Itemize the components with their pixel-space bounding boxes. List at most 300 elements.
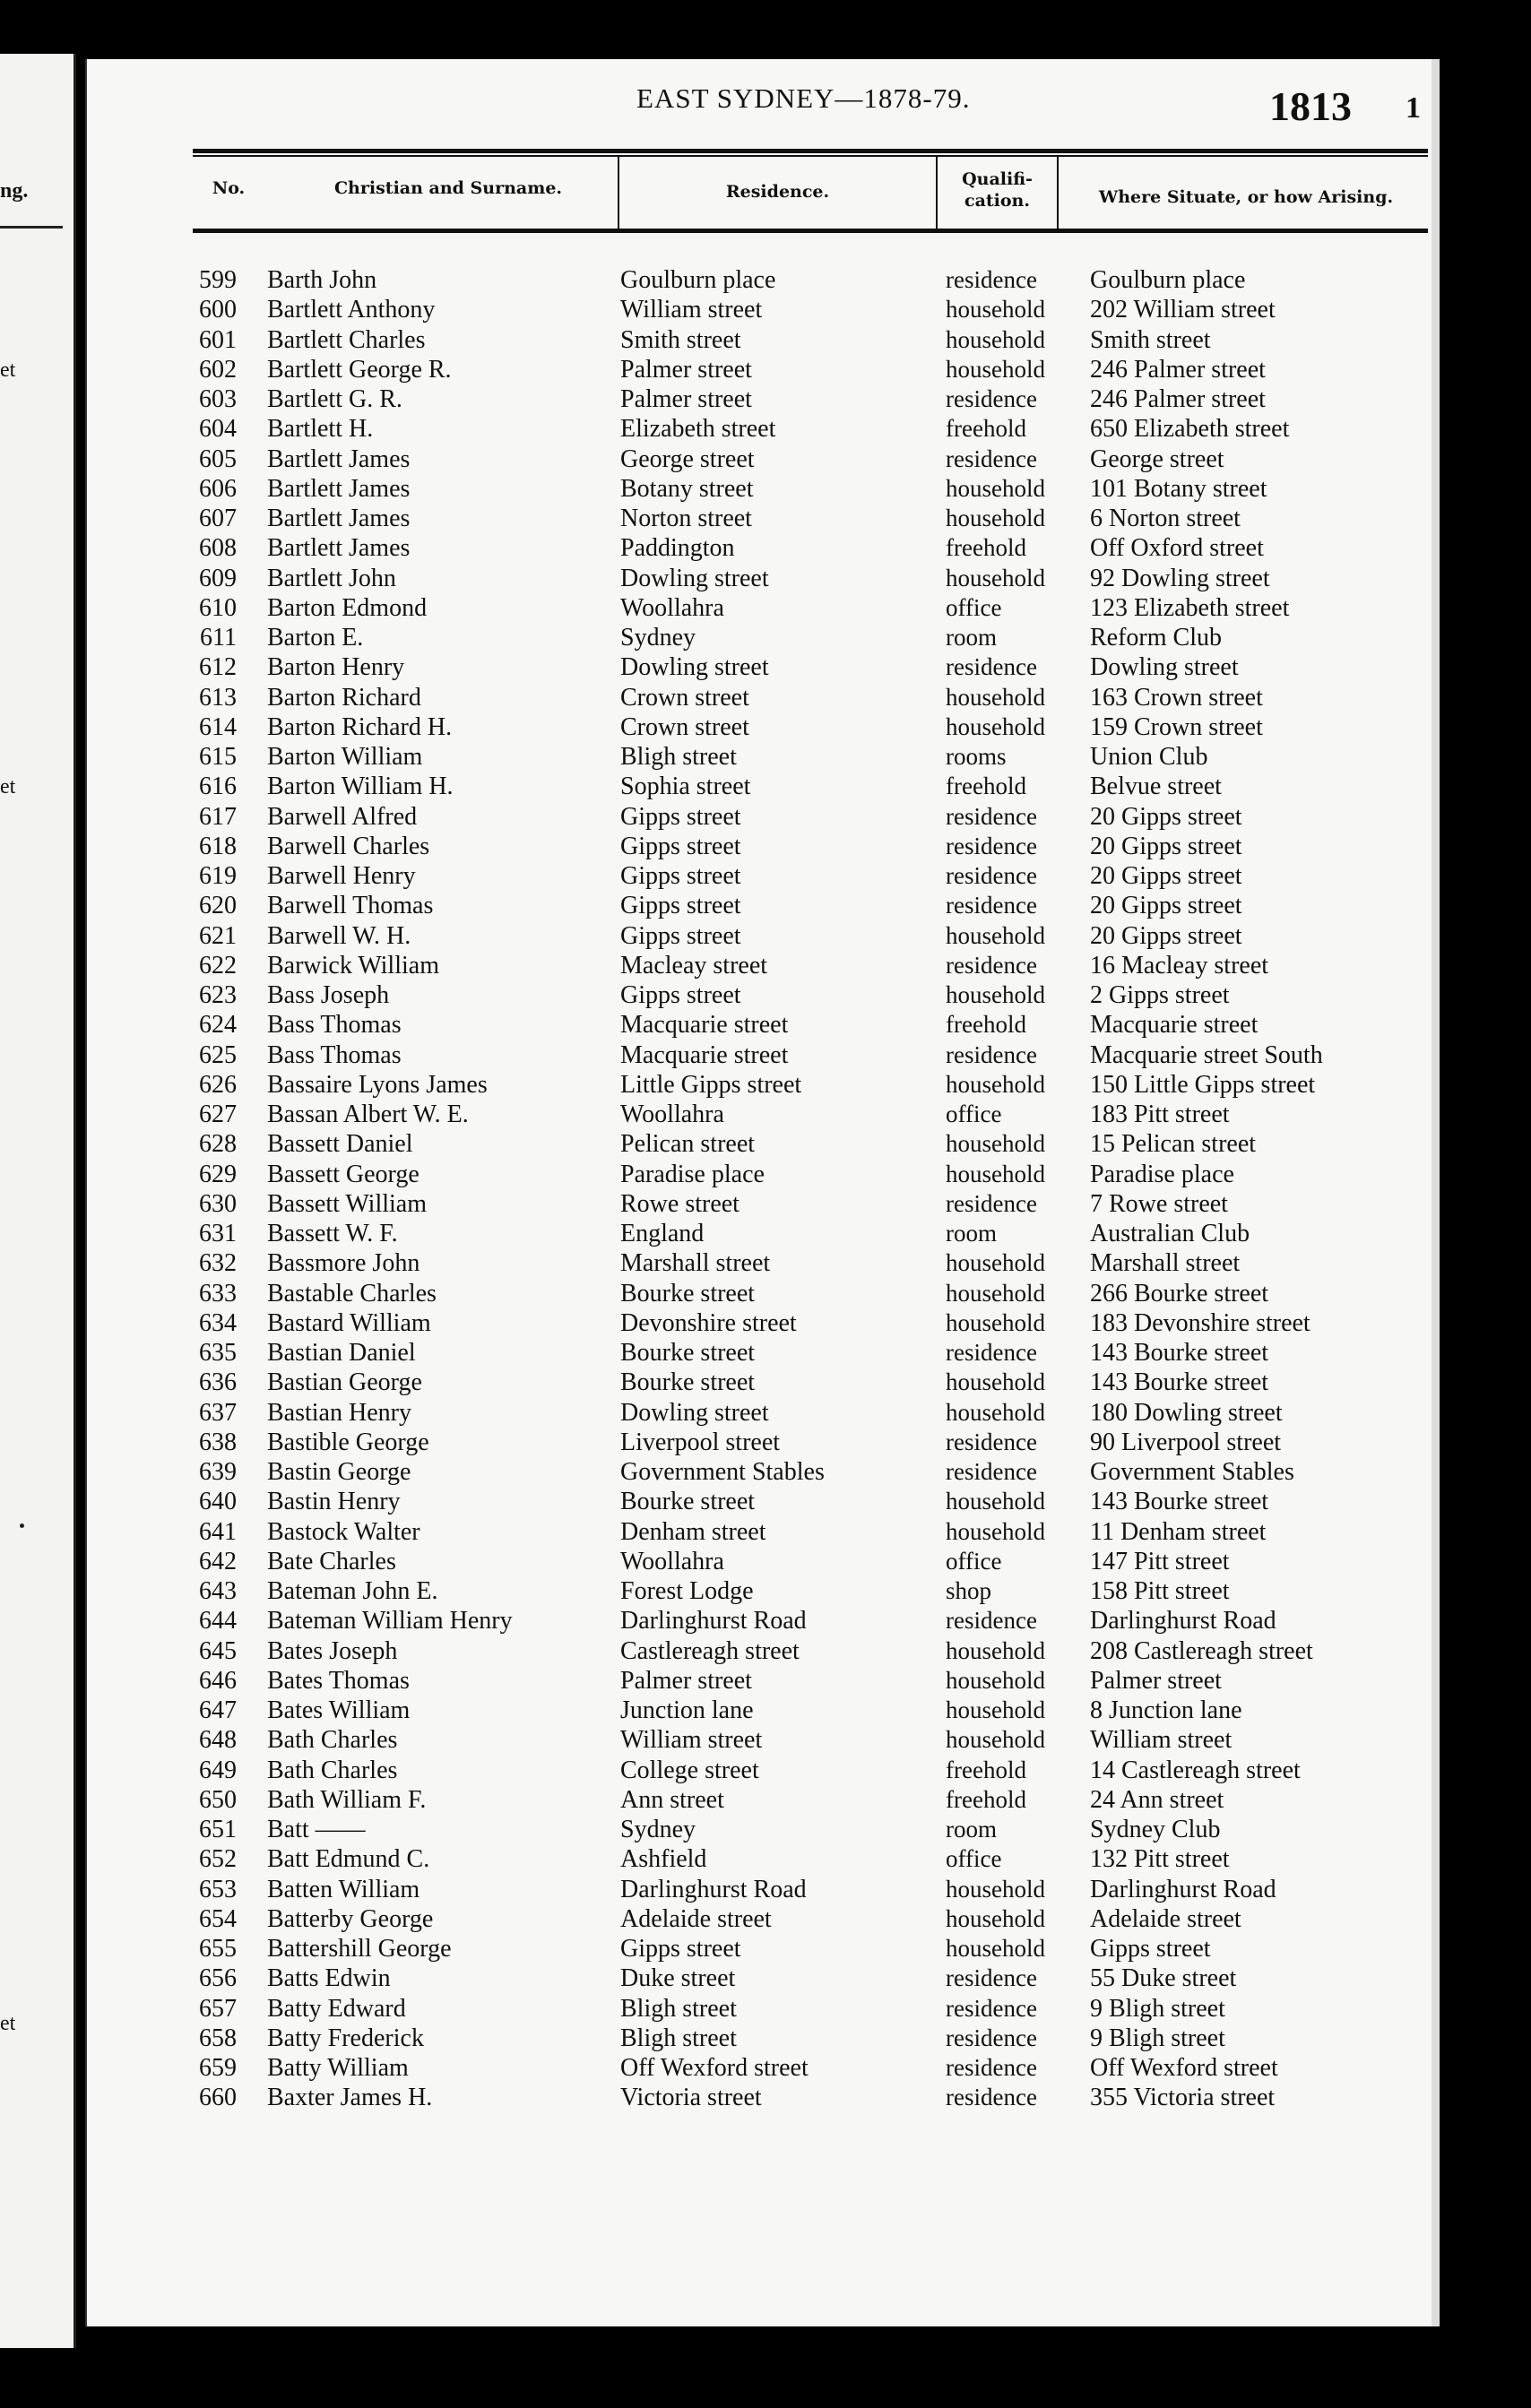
table-row <box>0 712 1434 742</box>
entry-number: 625 <box>199 1041 237 1069</box>
entry-residence: Crown street <box>620 684 749 712</box>
page-number: 1813 <box>1269 83 1352 129</box>
entry-number: 643 <box>199 1577 237 1605</box>
entry-name: Batty Edward <box>267 1995 406 2023</box>
entry-residence: Crown street <box>620 713 749 741</box>
entry-where-situate: Sydney Club <box>1090 1816 1221 1843</box>
entry-where-situate: 7 Rowe street <box>1090 1190 1228 1218</box>
entry-number: 657 <box>199 1995 237 2023</box>
column-header-no: No. <box>212 178 246 198</box>
entry-qualification: residence <box>946 2054 1037 2081</box>
left-page-fragment: et <box>0 2012 16 2035</box>
entry-where-situate: 20 Gipps street <box>1090 862 1242 890</box>
entry-where-situate: William street <box>1090 1726 1233 1754</box>
table-row <box>0 1994 1434 2024</box>
entry-residence: Bligh street <box>620 743 737 771</box>
entry-qualification: freehold <box>946 415 1026 442</box>
entry-residence: Liverpool street <box>620 1428 781 1456</box>
entry-number: 626 <box>199 1071 237 1099</box>
table-row <box>0 1308 1434 1338</box>
entry-where-situate: Government Stables <box>1090 1458 1294 1486</box>
entry-residence: Palmer street <box>620 1667 752 1695</box>
table-row <box>0 1100 1434 1129</box>
entry-where-situate: 208 Castlereagh street <box>1090 1637 1313 1665</box>
entry-qualification: room <box>946 1220 997 1247</box>
entry-name: Bass Joseph <box>267 981 390 1009</box>
table-row <box>0 2024 1434 2053</box>
entry-name: Bartlett James <box>267 505 411 532</box>
table-row <box>0 1487 1434 1516</box>
left-page-rule <box>0 226 63 229</box>
entry-where-situate: Darlinghurst Road <box>1090 1876 1276 1903</box>
entry-where-situate: 246 Palmer street <box>1090 356 1266 384</box>
entry-residence: Pelican street <box>620 1130 756 1158</box>
entry-qualification: office <box>946 1548 1002 1575</box>
entry-where-situate: 15 Pelican street <box>1090 1130 1257 1158</box>
entry-qualification: household <box>946 1667 1045 1694</box>
entry-number: 640 <box>199 1488 237 1515</box>
entry-where-situate: 101 Botany street <box>1090 475 1267 503</box>
entry-name: Battershill George <box>267 1935 452 1963</box>
entry-name: Bate Charles <box>267 1548 396 1575</box>
entry-residence: Junction lane <box>620 1696 754 1724</box>
entry-number: 653 <box>199 1876 237 1903</box>
entry-number: 658 <box>199 2024 237 2052</box>
entry-number: 600 <box>199 296 237 324</box>
entry-number: 609 <box>199 565 237 592</box>
entry-residence: William street <box>620 1726 763 1754</box>
entry-number: 628 <box>199 1130 237 1158</box>
entry-residence: Woollahra <box>620 1548 724 1575</box>
table-row <box>0 1398 1434 1428</box>
entry-qualification: residence <box>946 892 1037 919</box>
entry-where-situate: 163 Crown street <box>1090 684 1263 712</box>
entry-qualification: shop <box>946 1577 992 1604</box>
entry-where-situate: 132 Pitt street <box>1090 1845 1230 1873</box>
table-row <box>0 1875 1434 1904</box>
entry-number: 636 <box>199 1368 237 1396</box>
entry-name: Batterby George <box>267 1905 434 1933</box>
entry-qualification: office <box>946 1845 1002 1872</box>
entry-where-situate: 123 Elizabeth street <box>1090 594 1290 622</box>
entry-where-situate: 14 Castlereagh street <box>1090 1756 1301 1784</box>
entry-number: 639 <box>199 1458 237 1486</box>
entry-qualification: room <box>946 624 997 651</box>
entry-name: Bates Thomas <box>267 1667 410 1695</box>
table-row <box>0 802 1434 832</box>
entry-where-situate: 92 Dowling street <box>1090 565 1270 592</box>
entry-residence: Gipps street <box>620 981 741 1009</box>
entry-residence: Bourke street <box>620 1280 756 1308</box>
entry-number: 604 <box>199 415 237 443</box>
entry-residence: Bourke street <box>620 1488 756 1515</box>
entry-where-situate: Australian Club <box>1090 1220 1250 1247</box>
entry-qualification: residence <box>946 862 1037 889</box>
entry-name: Barton William <box>267 743 423 771</box>
entry-number: 620 <box>199 892 237 919</box>
entry-name: Barwell Thomas <box>267 892 434 919</box>
entry-residence: Bourke street <box>620 1339 756 1367</box>
entry-where-situate: Smith street <box>1090 326 1211 354</box>
entry-where-situate: 9 Bligh street <box>1090 2024 1225 2052</box>
entry-residence: England <box>620 1220 705 1247</box>
entry-where-situate: Adelaide street <box>1090 1905 1241 1933</box>
entry-where-situate: 90 Liverpool street <box>1090 1428 1282 1456</box>
entry-qualification: rooms <box>946 743 1007 770</box>
entry-residence: Paradise place <box>620 1161 765 1188</box>
entry-residence: Adelaide street <box>620 1905 772 1933</box>
entry-residence: Elizabeth street <box>620 415 776 443</box>
entry-residence: William street <box>620 296 763 324</box>
entry-where-situate: 159 Crown street <box>1090 713 1263 741</box>
entry-qualification: household <box>946 1280 1045 1307</box>
entry-name: Bassmore John <box>267 1249 420 1277</box>
entry-name: Bastian Henry <box>267 1399 411 1427</box>
entry-residence: Dowling street <box>620 653 769 681</box>
entry-name: Bassan Albert W. E. <box>267 1100 469 1128</box>
table-row <box>0 2083 1434 2112</box>
entry-number: 630 <box>199 1190 237 1218</box>
table-row <box>0 772 1434 801</box>
entry-qualification: residence <box>946 833 1037 859</box>
entry-qualification: residence <box>946 1428 1037 1455</box>
entry-number: 618 <box>199 833 237 860</box>
entry-number: 646 <box>199 1667 237 1695</box>
table-row <box>0 1547 1434 1576</box>
entry-where-situate: Belvue street <box>1090 772 1222 800</box>
entry-where-situate: Gipps street <box>1090 1935 1211 1963</box>
entry-name: Batty Frederick <box>267 2024 424 2052</box>
entry-where-situate: George street <box>1090 445 1224 473</box>
entry-where-situate: 6 Norton street <box>1090 505 1241 532</box>
entry-number: 607 <box>199 505 237 532</box>
entry-residence: Sophia street <box>620 772 751 800</box>
table-row <box>0 1606 1434 1636</box>
entry-where-situate: Paradise place <box>1090 1161 1234 1188</box>
entry-where-situate: Macquarie street South <box>1090 1041 1323 1069</box>
entry-residence: Dowling street <box>620 1399 769 1427</box>
entry-qualification: residence <box>946 1458 1037 1485</box>
entry-residence: Darlinghurst Road <box>620 1876 807 1903</box>
table-row <box>0 1368 1434 1397</box>
entry-residence: George street <box>620 445 755 473</box>
column-header-residence: Residence. <box>725 182 830 202</box>
table-row <box>0 474 1434 504</box>
entry-name: Barton Richard <box>267 684 421 712</box>
entry-residence: Gipps street <box>620 862 741 890</box>
entry-name: Batten William <box>267 1876 420 1903</box>
entry-name: Bartlett George R. <box>267 356 452 384</box>
entry-number: 656 <box>199 1964 237 1992</box>
entry-name: Bass Thomas <box>267 1041 402 1069</box>
entry-number: 638 <box>199 1428 237 1456</box>
entry-residence: Darlinghurst Road <box>620 1607 807 1635</box>
column-divider <box>618 155 619 229</box>
table-row <box>0 265 1434 295</box>
table-row <box>0 1785 1434 1815</box>
table-row <box>0 891 1434 920</box>
entry-number: 616 <box>199 772 237 800</box>
entry-name: Barwell Alfred <box>267 803 418 831</box>
entry-where-situate: 202 William street <box>1090 296 1276 324</box>
entry-number: 644 <box>199 1607 237 1635</box>
entry-name: Batt —— <box>267 1816 366 1843</box>
left-page-fragment: ng. <box>0 179 29 203</box>
entry-qualification: freehold <box>946 534 1026 561</box>
table-top-rule-inner <box>193 155 1428 157</box>
entry-number: 647 <box>199 1696 237 1724</box>
entry-where-situate: 11 Denham street <box>1090 1518 1267 1546</box>
entry-where-situate: Off Wexford street <box>1090 2054 1278 2082</box>
column-header-where: Where Situate, or how Arising. <box>1098 187 1394 207</box>
entry-name: Barwell Henry <box>267 862 416 890</box>
entry-residence: Bligh street <box>620 1995 737 2023</box>
table-row <box>0 921 1434 951</box>
entry-number: 659 <box>199 2054 237 2082</box>
entry-qualification: residence <box>946 1995 1037 2022</box>
entry-residence: Palmer street <box>620 385 752 413</box>
entry-where-situate: 24 Ann street <box>1090 1786 1224 1814</box>
entry-qualification: household <box>946 1309 1045 1336</box>
entry-qualification: household <box>946 713 1045 740</box>
entry-residence: Ann street <box>620 1786 724 1814</box>
entry-qualification: household <box>946 684 1045 711</box>
entry-name: Bassett Daniel <box>267 1130 413 1158</box>
table-row <box>0 1964 1434 1993</box>
table-header-rule <box>193 229 1428 233</box>
entry-number: 648 <box>199 1726 237 1754</box>
entry-name: Baxter James H. <box>267 2084 433 2111</box>
entry-qualification: household <box>946 1368 1045 1395</box>
entry-number: 610 <box>199 594 237 622</box>
entry-number: 602 <box>199 356 237 384</box>
column-divider <box>1057 155 1059 229</box>
entry-name: Bateman John E. <box>267 1577 438 1605</box>
entry-number: 615 <box>199 743 237 771</box>
entry-residence: Gipps street <box>620 892 741 919</box>
table-row <box>0 1040 1434 1070</box>
entry-residence: Macquarie street <box>620 1041 789 1069</box>
entry-number: 623 <box>199 981 237 1009</box>
entry-number: 635 <box>199 1339 237 1367</box>
entry-qualification: household <box>946 1637 1045 1664</box>
entry-name: Bastin George <box>267 1458 411 1486</box>
table-row <box>0 1576 1434 1606</box>
entry-where-situate: 143 Bourke street <box>1090 1488 1269 1515</box>
entry-qualification: household <box>946 1518 1045 1545</box>
entry-name: Batt Edmund C. <box>267 1845 430 1873</box>
entry-qualification: household <box>946 1488 1045 1515</box>
entry-residence: Gipps street <box>620 922 741 950</box>
entry-name: Barwell W. H. <box>267 922 411 950</box>
entry-where-situate: Union Club <box>1090 743 1208 771</box>
entry-qualification: household <box>946 1905 1045 1932</box>
entry-where-situate: 183 Pitt street <box>1090 1100 1230 1128</box>
table-row <box>0 683 1434 712</box>
table-row <box>0 1636 1434 1666</box>
table-row <box>0 1934 1434 1964</box>
entry-name: Batty William <box>267 2054 409 2082</box>
entry-residence: Macleay street <box>620 952 768 980</box>
entry-name: Bath Charles <box>267 1756 398 1784</box>
table-row <box>0 1279 1434 1308</box>
entry-residence: Little Gipps street <box>620 1071 802 1099</box>
entry-qualification: residence <box>946 266 1037 293</box>
entry-where-situate: Reform Club <box>1090 624 1222 652</box>
entry-qualification: residence <box>946 653 1037 680</box>
table-row <box>0 593 1434 623</box>
entry-where-situate: 20 Gipps street <box>1090 892 1242 919</box>
entry-qualification: room <box>946 1816 997 1843</box>
entry-number: 655 <box>199 1935 237 1963</box>
entry-name: Bastin Henry <box>267 1488 401 1515</box>
entry-name: Bassett George <box>267 1161 420 1188</box>
entry-residence: Woollahra <box>620 1100 724 1128</box>
table-row <box>0 1517 1434 1547</box>
entry-where-situate: 20 Gipps street <box>1090 803 1242 831</box>
entry-number: 634 <box>199 1309 237 1337</box>
entry-number: 652 <box>199 1845 237 1873</box>
entry-name: Barth John <box>267 266 377 294</box>
entry-residence: Forest Lodge <box>620 1577 754 1605</box>
entry-qualification: household <box>946 1071 1045 1098</box>
entry-residence: Government Stables <box>620 1458 825 1486</box>
entry-name: Bastian Daniel <box>267 1339 416 1367</box>
table-row <box>0 384 1434 414</box>
page-title: EAST SYDNEY—1878-79. <box>636 82 971 114</box>
table-row <box>0 1189 1434 1219</box>
entry-qualification: office <box>946 594 1002 621</box>
table-row <box>0 1666 1434 1696</box>
entry-number: 613 <box>199 684 237 712</box>
entry-qualification: residence <box>946 445 1037 472</box>
entry-residence: Macquarie street <box>620 1011 789 1039</box>
entry-number: 642 <box>199 1548 237 1575</box>
right-edge-fragment: 1 <box>1406 91 1421 125</box>
entry-qualification: residence <box>946 952 1037 979</box>
entry-number: 606 <box>199 475 237 503</box>
entry-residence: Victoria street <box>620 2084 762 2111</box>
column-header-qualification-line1: Qualifi- <box>962 169 1033 189</box>
entry-number: 654 <box>199 1905 237 1933</box>
entry-number: 660 <box>199 2084 237 2111</box>
entry-qualification: residence <box>946 803 1037 830</box>
entry-name: Bastard William <box>267 1309 431 1337</box>
entry-residence: Norton street <box>620 505 752 532</box>
entry-where-situate: 20 Gipps street <box>1090 922 1242 950</box>
table-row <box>0 504 1434 533</box>
entry-number: 637 <box>199 1399 237 1427</box>
entry-number: 645 <box>199 1637 237 1665</box>
table-row <box>0 861 1434 891</box>
entry-where-situate: Marshall street <box>1090 1249 1241 1277</box>
entry-qualification: office <box>946 1100 1002 1127</box>
entry-qualification: residence <box>946 1964 1037 1991</box>
entry-where-situate: 147 Pitt street <box>1090 1548 1230 1575</box>
entry-name: Batts Edwin <box>267 1964 391 1992</box>
entry-name: Barwick William <box>267 952 439 980</box>
entry-qualification: household <box>946 1161 1045 1187</box>
entry-qualification: residence <box>946 2024 1037 2051</box>
entry-where-situate: 650 Elizabeth street <box>1090 415 1290 443</box>
table-row <box>0 832 1434 861</box>
column-header-qualification-line2: cation. <box>964 191 1030 211</box>
entry-where-situate: 8 Junction lane <box>1090 1696 1242 1724</box>
entry-where-situate: Macquarie street <box>1090 1011 1259 1039</box>
entry-where-situate: 150 Little Gipps street <box>1090 1071 1316 1099</box>
entry-number: 627 <box>199 1100 237 1128</box>
entry-number: 619 <box>199 862 237 890</box>
table-row <box>0 1725 1434 1755</box>
entry-name: Bartlett James <box>267 475 411 503</box>
entry-residence: Smith street <box>620 326 741 354</box>
entry-where-situate: 183 Devonshire street <box>1090 1309 1310 1337</box>
entry-residence: Palmer street <box>620 356 752 384</box>
entry-qualification: household <box>946 296 1045 323</box>
entry-where-situate: 55 Duke street <box>1090 1964 1237 1992</box>
entry-name: Bartlett Charles <box>267 326 426 354</box>
entry-residence: Sydney <box>620 624 696 652</box>
left-page-fragment: et <box>0 358 16 382</box>
entry-number: 649 <box>199 1756 237 1784</box>
table-row <box>0 1338 1434 1368</box>
entry-number: 614 <box>199 713 237 741</box>
entry-residence: Gipps street <box>620 803 741 831</box>
entry-name: Bates William <box>267 1696 411 1724</box>
entry-qualification: household <box>946 1399 1045 1426</box>
entry-number: 650 <box>199 1786 237 1814</box>
entry-qualification: household <box>946 981 1045 1008</box>
entry-qualification: residence <box>946 385 1037 412</box>
entry-name: Bastian George <box>267 1368 422 1396</box>
entry-name: Bastable Charles <box>267 1280 437 1308</box>
table-row <box>0 652 1434 682</box>
entry-where-situate: 9 Bligh street <box>1090 1995 1225 2023</box>
entry-name: Bass Thomas <box>267 1011 402 1039</box>
entry-residence: Dowling street <box>620 565 769 592</box>
table-row <box>0 1457 1434 1487</box>
entry-where-situate: 2 Gipps street <box>1090 981 1230 1009</box>
entry-number: 631 <box>199 1220 237 1247</box>
entry-qualification: household <box>946 1726 1045 1753</box>
table-row <box>0 1844 1434 1874</box>
entry-residence: Duke street <box>620 1964 736 1992</box>
entry-qualification: residence <box>946 1607 1037 1634</box>
entry-where-situate: Goulburn place <box>1090 266 1246 294</box>
entry-residence: Paddington <box>620 534 735 562</box>
entry-name: Barton E. <box>267 624 364 652</box>
table-row <box>0 1070 1434 1100</box>
entry-qualification: freehold <box>946 772 1026 799</box>
entry-where-situate: 16 Macleay street <box>1090 952 1269 980</box>
entry-name: Barton Edmond <box>267 594 428 622</box>
table-row <box>0 1219 1434 1248</box>
entry-number: 629 <box>199 1161 237 1188</box>
entry-where-situate: Dowling street <box>1090 653 1239 681</box>
entry-number: 599 <box>199 266 237 294</box>
entry-number: 617 <box>199 803 237 831</box>
entry-qualification: residence <box>946 1190 1037 1217</box>
entry-number: 612 <box>199 653 237 681</box>
entry-residence: Woollahra <box>620 594 724 622</box>
table-row <box>0 1129 1434 1159</box>
table-row <box>0 980 1434 1010</box>
entry-number: 621 <box>199 922 237 950</box>
entry-qualification: household <box>946 326 1045 353</box>
table-row <box>0 533 1434 563</box>
entry-residence: Sydney <box>620 1816 696 1843</box>
entry-residence: Bligh street <box>620 2024 737 2052</box>
